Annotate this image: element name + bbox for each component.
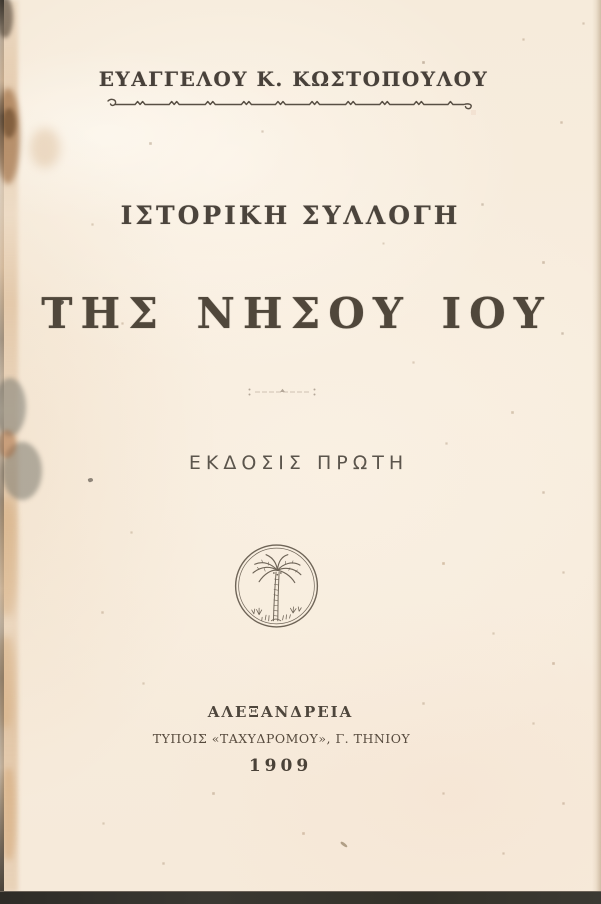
scanner-edge-band [0,891,601,904]
page-left-torn-edge [0,0,4,892]
palm-tree-emblem-icon [233,540,320,632]
main-title: ΤΗΣ ΝΗΣΟΥ ΙΟΥ [41,289,552,338]
stain [30,128,60,168]
small-divider-ornament-icon [247,386,317,398]
series-title: ΙΣΤΟΡΙΚΗ ΣΥΛΛΟΓΗ [120,201,461,230]
wavy-rule-ornament-icon [102,96,478,112]
imprint-printer: ΤΥΠΟΙΣ «ΤΑΧΥΔΡΟΜΟΥ», Γ. ΤΗΝΙΟΥ [152,731,411,746]
ink-fleck [340,841,348,848]
imprint-year: 1909 [248,756,313,776]
edition-label: ΕΚΔΟΣΙΣ ΠΡΩΤΗ [188,452,409,474]
imprint-city: ΑΛΕΞΑΝΔΡΕΙΑ [207,703,354,721]
ink-fleck [87,477,93,482]
page-right-edge-shadow [592,0,601,892]
author-name: ΕΥΑΓΓΕΛΟΥ Κ. ΚΩΣΤΟΠΟΥΛΟΥ [98,67,489,91]
